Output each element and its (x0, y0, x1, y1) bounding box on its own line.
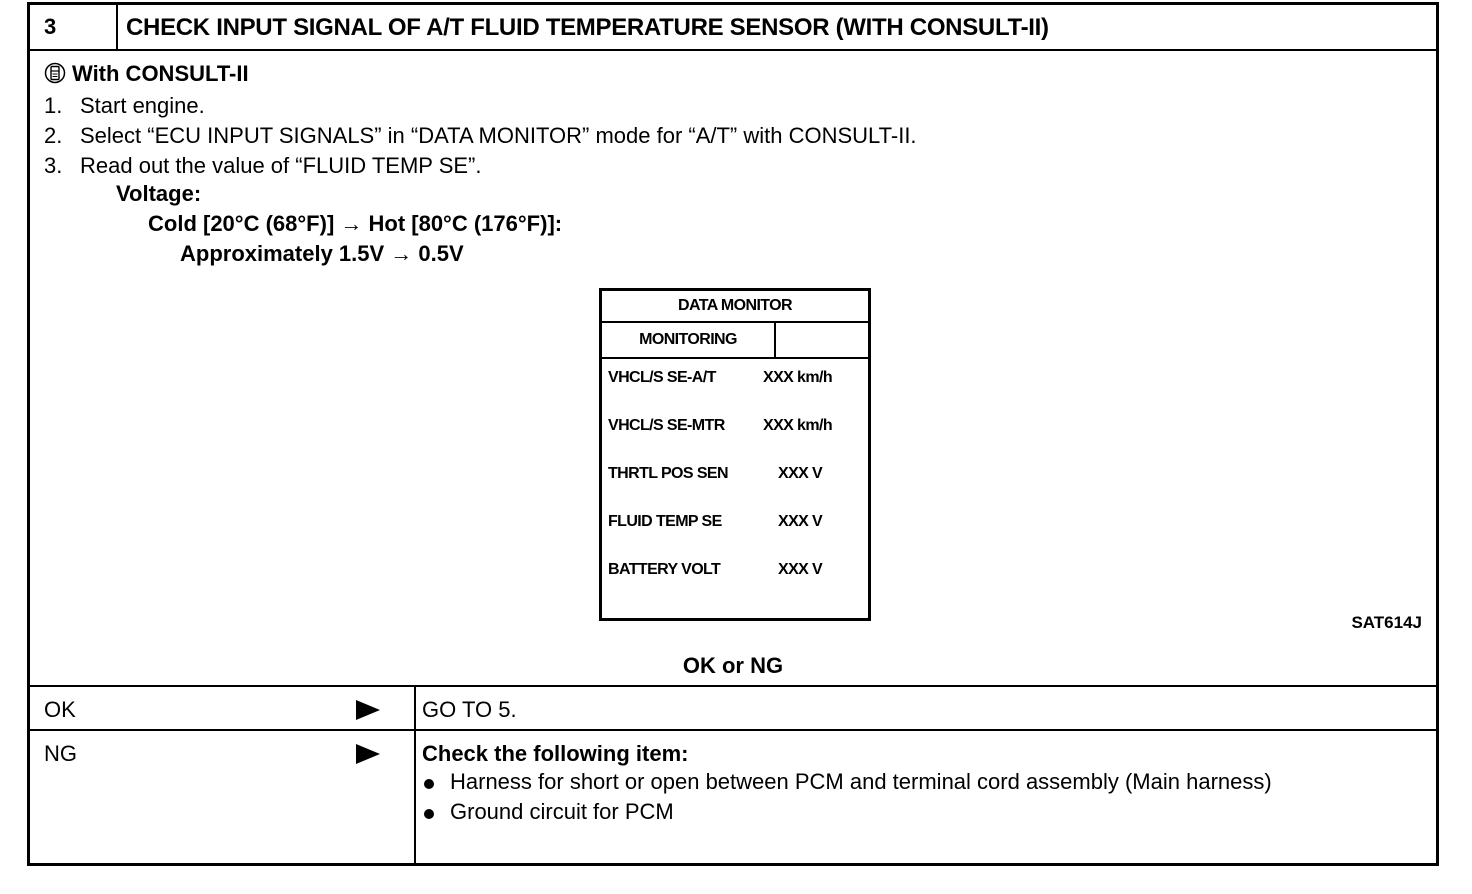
monitor-row (608, 369, 864, 389)
result-ok-row (30, 685, 1436, 729)
result-ng-row (30, 729, 1436, 865)
step-index: 2. (44, 123, 63, 148)
decision-label: OK or NG (682, 653, 784, 678)
step-title: CHECK INPUT SIGNAL OF A/T FLUID TEMPERATURE SENSOR (WITH CONSULT-II) (126, 14, 1049, 41)
monitor-item-name: VHCL/S SE-MTR (608, 417, 725, 434)
step-header (30, 5, 1436, 51)
monitor-item-name: BATTERY VOLT (608, 561, 721, 578)
procedure-steps (44, 91, 917, 181)
arrow-right-icon (354, 743, 382, 770)
step-text: Select “ECU INPUT SIGNALS” in “DATA MONITOR” mode for “A/T” with CONSULT-II. (80, 123, 917, 148)
result-condition-cell (30, 731, 416, 865)
result-ng-label: NG (44, 741, 77, 766)
monitor-row (608, 561, 864, 581)
spec-label: Voltage: (116, 181, 202, 206)
result-ok-action: GO TO 5. (422, 697, 517, 722)
consult-label: With CONSULT-II (72, 61, 249, 86)
result-condition-cell (30, 687, 416, 729)
list-item (44, 151, 917, 181)
step-text: Read out the value of “FLUID TEMP SE”. (80, 153, 482, 178)
monitor-item-value: XXX V (778, 465, 823, 482)
result-ng-action (422, 741, 1272, 827)
step-index: 3. (44, 153, 63, 178)
monitor-title: DATA MONITOR (602, 291, 868, 323)
monitor-status: MONITORING (602, 323, 776, 357)
spec-value: Approximately 1.5V → 0.5V (180, 241, 464, 266)
monitor-item-value: XXX km/h (763, 417, 833, 434)
monitor-row (608, 465, 864, 485)
list-item: Harness for short or open between PCM and terminal cord assembly (Main harness) (422, 767, 1272, 797)
monitor-item-value: XXX km/h (763, 369, 833, 386)
ng-check-list (422, 767, 1272, 827)
spec-range: Cold [20°C (68°F)] → Hot [80°C (176°F)]: (148, 211, 563, 236)
step-index: 1. (44, 93, 63, 118)
list-item: Ground circuit for PCM (422, 797, 1272, 827)
monitor-status-row (602, 323, 868, 359)
figure-code: SAT614J (1351, 613, 1422, 632)
step-text: Start engine. (80, 93, 205, 118)
diagnostic-step-table (27, 2, 1439, 866)
consult-tool-icon (44, 62, 66, 90)
list-item (44, 91, 917, 121)
data-monitor-screen (599, 288, 871, 621)
monitor-row (608, 513, 864, 533)
monitor-row (608, 417, 864, 437)
consult-heading (44, 61, 249, 90)
monitor-item-name: VHCL/S SE-A/T (608, 369, 716, 386)
monitor-item-value: XXX V (778, 561, 823, 578)
step-number: 3 (30, 5, 118, 49)
list-item (44, 121, 917, 151)
procedure-section (30, 51, 1436, 685)
monitor-item-value: XXX V (778, 513, 823, 530)
arrow-right-icon (354, 699, 382, 726)
ng-heading: Check the following item: (422, 741, 689, 766)
monitor-item-name: THRTL POS SEN (608, 465, 728, 482)
monitor-item-name: FLUID TEMP SE (608, 513, 722, 530)
result-ok-label: OK (44, 697, 76, 722)
